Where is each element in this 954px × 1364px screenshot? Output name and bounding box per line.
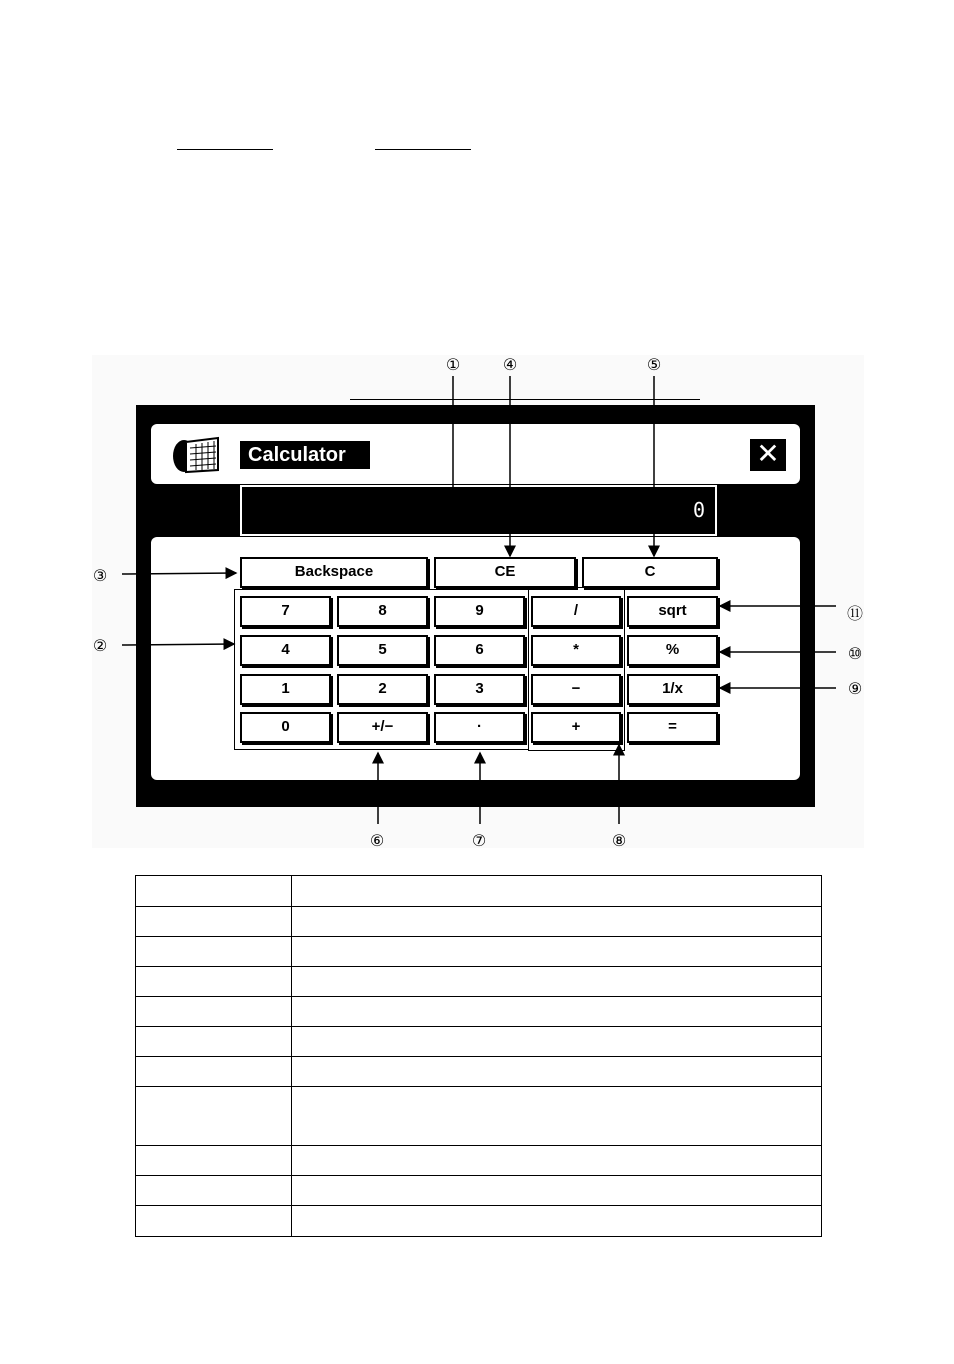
close-button[interactable]: ✕ [748,437,788,473]
c-button[interactable]: C [582,557,718,588]
table-row [136,1176,822,1206]
backspace-button[interactable]: Backspace [240,557,428,588]
add-button[interactable]: + [531,712,621,743]
multiply-button[interactable]: * [531,635,621,666]
table-row [136,1057,822,1087]
key-7[interactable]: 7 [240,596,331,627]
key-8[interactable]: 8 [337,596,428,627]
table-row [136,937,822,967]
table-row [136,997,822,1027]
table-row [136,1087,822,1146]
callout-9: ⑨ [847,679,863,698]
callout-1: ① [445,355,461,374]
table-row [136,876,822,907]
key-9[interactable]: 9 [434,596,525,627]
key-4[interactable]: 4 [240,635,331,666]
callout-4: ④ [502,355,518,374]
callout-5: ⑤ [646,355,662,374]
reciprocal-button[interactable]: 1/x [627,674,718,705]
subtract-button[interactable]: − [531,674,621,705]
table-row [136,1146,822,1176]
callout-11: ⑪ [846,604,863,623]
legend-table [135,875,822,1237]
result-display: 0 [240,485,717,536]
key-0[interactable]: 0 [240,712,331,743]
table-row [136,907,822,937]
key-2[interactable]: 2 [337,674,428,705]
table-row [136,1027,822,1057]
key-6[interactable]: 6 [434,635,525,666]
table-row [136,1206,822,1237]
ce-button[interactable]: CE [434,557,576,588]
callout-8: ⑧ [611,831,627,850]
equals-button[interactable]: = [627,712,718,743]
percent-button[interactable]: % [627,635,718,666]
table-row [136,967,822,997]
callout-2: ② [92,636,108,655]
callout-10: ⑩ [847,644,863,663]
key-5[interactable]: 5 [337,635,428,666]
sign-button[interactable]: +/− [337,712,428,743]
callout-line-3 [122,573,236,574]
callout-7: ⑦ [471,831,487,850]
decimal-button[interactable]: · [434,712,525,743]
key-3[interactable]: 3 [434,674,525,705]
callout-3: ③ [92,566,108,585]
key-1[interactable]: 1 [240,674,331,705]
callout-line-2 [122,644,234,645]
window-title: Calculator [240,441,370,469]
divide-button[interactable]: / [531,596,621,627]
callout-6: ⑥ [369,831,385,850]
sqrt-button[interactable]: sqrt [627,596,718,627]
